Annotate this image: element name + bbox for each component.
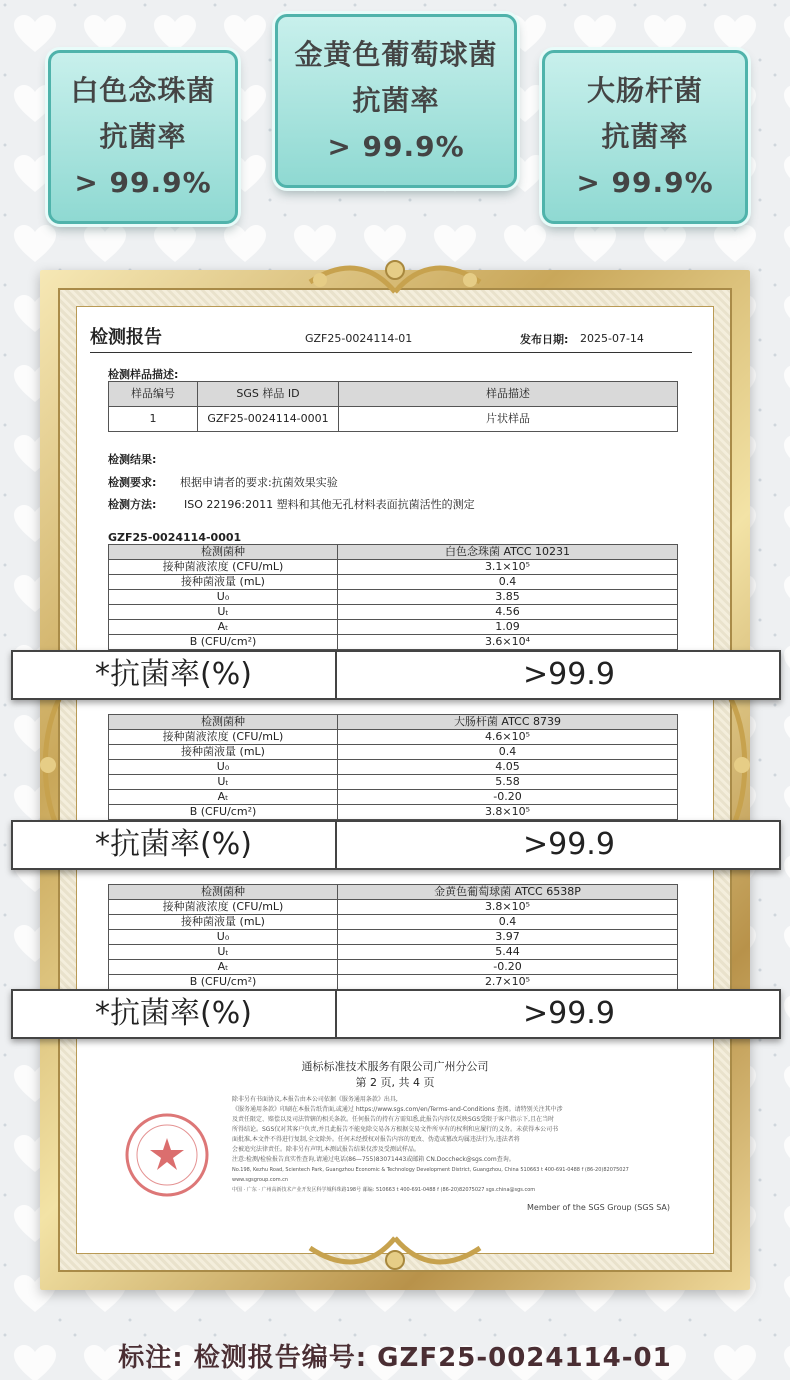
fine-line: 会被追究法律责任。除非另有声明,本测试报告结果仅涉及受测试样品。 [232,1146,420,1153]
report-id: GZF25-0024114-01 [305,332,413,345]
fine-print [232,1095,672,1195]
table-cell: 3.8×10⁵ [338,900,678,915]
table-cell: 0.4 [338,575,678,590]
sample-id-label: GZF25-0024114-0001 [108,531,242,544]
badge-rate-value: > 99.9% [74,166,212,199]
badge-rate-value: > 99.9% [576,166,714,199]
top-ornament-icon [300,252,490,302]
report-date: 2025-07-14 [580,332,644,345]
strain-cell: 大肠杆菌 ATCC 8739 [338,715,678,730]
right-ornament-icon [716,690,756,840]
seal-stamp-icon [122,1110,212,1200]
table-cell: 5.44 [338,945,678,960]
result-label: 检测结果: [108,453,157,466]
badge-rate-label: 抗菌率 [352,84,440,117]
method-value: ISO 22196:2011 塑料和其他无孔材料表面抗菌活性的测定 [184,498,475,511]
badge-ecoli [542,50,748,224]
col-header: 样品编号 [109,382,198,407]
footnote: 标注: 检测报告编号: GZF25-0024114-01 [118,1343,672,1373]
rate-bar-candida [11,650,781,700]
row-label: 接种菌液量 (mL) [109,745,338,760]
rate-label: *抗菌率(%) [13,822,337,868]
row-label: Aₜ [109,960,338,975]
badge-staph [275,14,517,188]
company-name: 通标标准技术服务有限公司广州分公司 [301,1060,489,1073]
fine-line: 注意:检测/检验报告真实性查询,请通过电话(86—755)83071443或邮箱 CN.Doccheck@sgs.com查询。 [232,1156,515,1163]
bottom-ornament-icon [300,1228,490,1278]
table-cell: -0.20 [338,790,678,805]
row-label: 检测菌种 [109,715,338,730]
row-label: U₀ [109,760,338,775]
report-title: 检测报告 [90,327,162,348]
table-cell: 3.1×10⁵ [338,560,678,575]
table-cell: 0.4 [338,745,678,760]
table-cell: 0.4 [338,915,678,930]
table-cell: 3.8×10⁵ [338,805,678,820]
table-cell: 3.97 [338,930,678,945]
table-cell: GZF25-0024114-0001 [198,407,339,432]
row-label: B (CFU/cm²) [109,805,338,820]
row-label: B (CFU/cm²) [109,635,338,650]
rate-bar-staph [11,989,781,1039]
badge-strain: 大肠杆菌 [586,74,703,107]
row-label: Uₜ [109,775,338,790]
rate-label: *抗菌率(%) [13,652,337,698]
row-label: Uₜ [109,605,338,620]
rate-value: >99.9 [523,827,615,862]
badge-rate-label: 抗菌率 [601,120,689,153]
table-cell: 4.56 [338,605,678,620]
row-label: 接种菌液浓度 (CFU/mL) [109,900,338,915]
row-label: U₀ [109,930,338,945]
fine-line: 所得结论。SGS仅对其客户负责,并且此报告不能免除交易各方根据交易文件所享有的权利和应履行的义务。未获得本公司书 [232,1126,559,1133]
test-table-candida [108,544,678,650]
table-cell: 3.85 [338,590,678,605]
sample-table [108,381,678,432]
row-label: 检测菌种 [109,885,338,900]
row-label: Uₜ [109,945,338,960]
fine-line: 《服务通用条款》印刷在本报告纸背面,或通过 https://www.sgs.com/en/Terms-and-Conditions 查阅。请特别关注其中涉 [232,1106,563,1113]
left-ornament-icon [34,690,74,840]
row-label: 接种菌液量 (mL) [109,915,338,930]
rate-bar-ecoli [11,820,781,870]
row-label: U₀ [109,590,338,605]
rate-value: >99.9 [523,657,615,692]
fine-line: No.198, Kezhu Road, Scientech Park, Guangzhou Economic & Technology Development District, Guangzhou, China 510663 t 400-691-0488 f (86-20)82075027 www.sgsgroup.com.cn [232,1167,629,1183]
row-label: Aₜ [109,620,338,635]
row-label: B (CFU/cm²) [109,975,338,990]
page-number: 第 2 页, 共 4 页 [355,1076,435,1089]
badge-rate-label: 抗菌率 [99,120,187,153]
fine-line: 除非另有书面协议,本报告由本公司依据《服务通用条款》出具, [232,1096,398,1103]
sample-desc-label: 检测样品描述: [108,368,179,381]
method-label: 检测方法: [108,498,157,511]
row-label: 接种菌液浓度 (CFU/mL) [109,730,338,745]
requirement-value: 根据申请者的要求:抗菌效果实验 [180,476,338,489]
badge-strain: 白色念珠菌 [70,74,216,107]
requirement-label: 检测要求: [108,476,157,489]
header-divider [90,352,692,353]
table-cell: 4.05 [338,760,678,775]
fine-line: 及责任限定、赔偿以及司法管辖的相关条款。任何报告的持有方需知悉,此报告内容仅反映SGS受限于客户指示下,且在当时 [232,1116,555,1123]
table-cell: 1 [109,407,198,432]
col-header: 样品描述 [339,382,678,407]
table-cell: 2.7×10⁵ [338,975,678,990]
rate-value: >99.9 [523,996,615,1031]
table-cell: -0.20 [338,960,678,975]
date-label: 发布日期: [520,333,569,346]
rate-label: *抗菌率(%) [13,991,337,1037]
table-cell: 1.09 [338,620,678,635]
row-label: Aₜ [109,790,338,805]
table-cell: 片状样品 [339,407,678,432]
strain-cell: 金黄色葡萄球菌 ATCC 6538P [338,885,678,900]
badge-rate-value: > 99.9% [327,130,465,163]
badge-candida [48,50,238,224]
row-label: 检测菌种 [109,545,338,560]
table-cell: 5.58 [338,775,678,790]
fine-line: 面批准,本文件不得进行复制,全文除外。任何未经授权对报告内容的更改、伪造或篡改均属违法行为,违法者将 [232,1136,520,1143]
fine-line: 中国 · 广东 · 广州高新技术产业开发区科学城科珠路198号 邮编: 510663 t 400-691-0488 f (86-20)82075027 sgs.china@sgs.com [232,1187,536,1193]
member-line: Member of the SGS Group (SGS SA) [527,1203,671,1212]
table-cell: 4.6×10⁵ [338,730,678,745]
test-table-staph [108,884,678,990]
test-table-ecoli [108,714,678,820]
table-cell: 3.6×10⁴ [338,635,678,650]
badge-strain: 金黄色葡萄球菌 [294,38,498,71]
row-label: 接种菌液浓度 (CFU/mL) [109,560,338,575]
row-label: 接种菌液量 (mL) [109,575,338,590]
strain-cell: 白色念珠菌 ATCC 10231 [338,545,678,560]
col-header: SGS 样品 ID [198,382,339,407]
